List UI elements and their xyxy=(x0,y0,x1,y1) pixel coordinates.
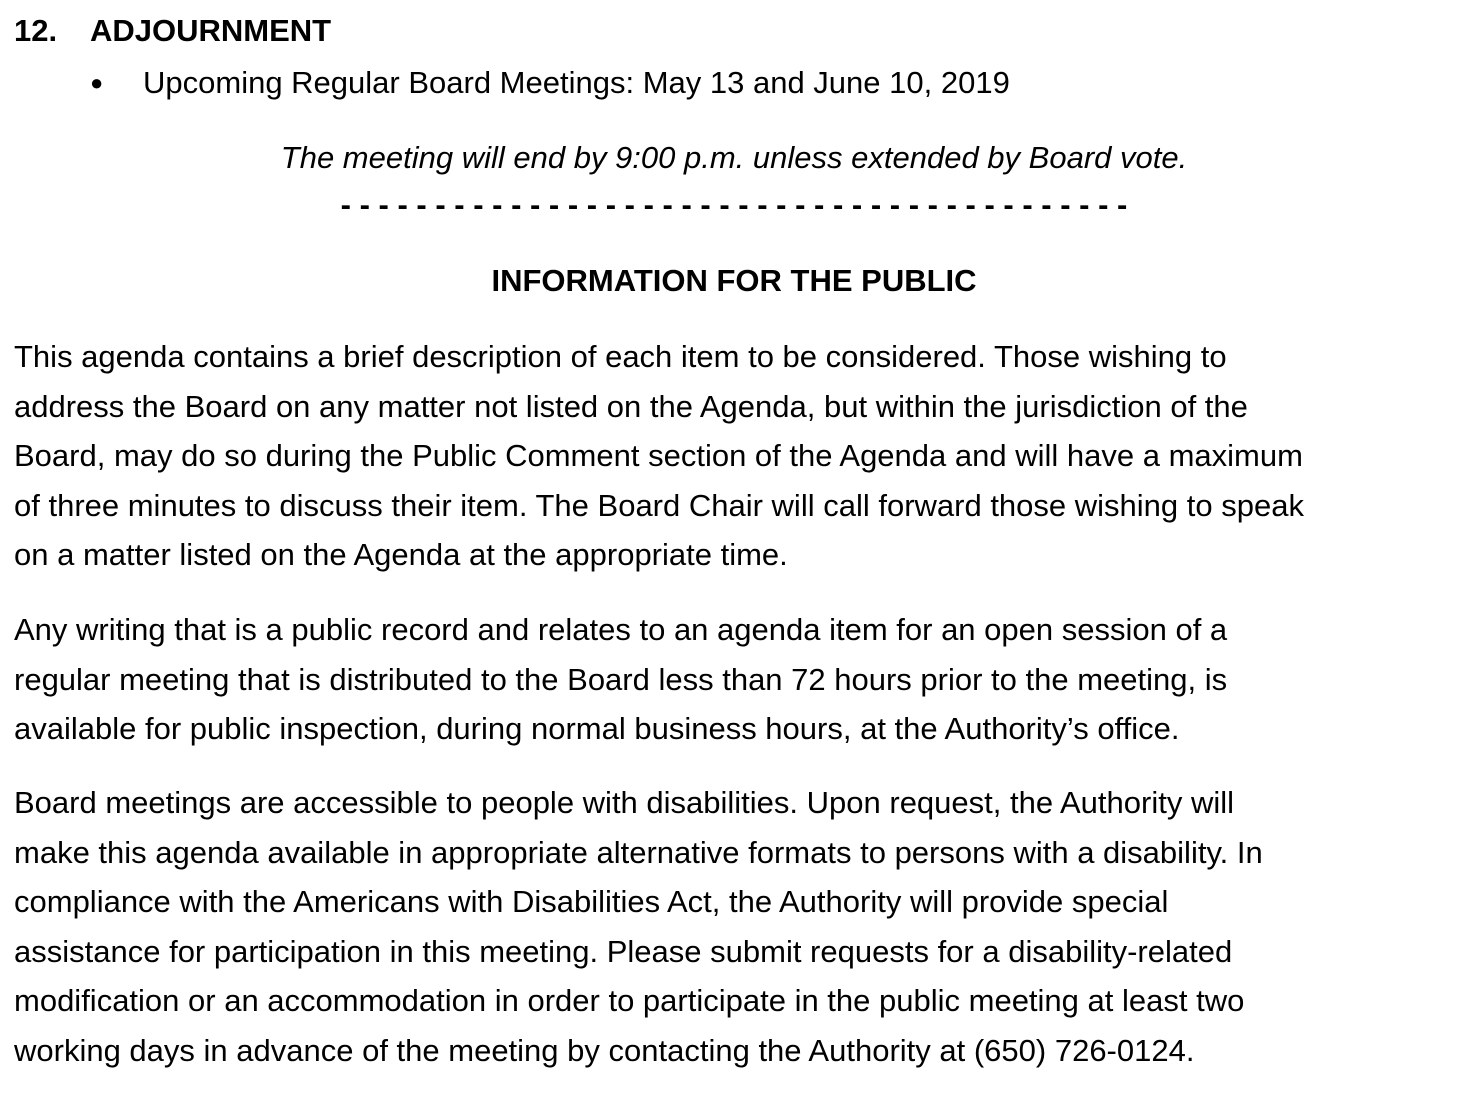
text-line: assistance for participation in this meeting. Please submit requests for a disability-related xyxy=(14,933,1233,969)
dashed-separator: - - - - - - - - - - - - - - - - - - - - - - - - - - - - - - - - - - - - - - - - - - xyxy=(340,187,1128,222)
info-heading: INFORMATION FOR THE PUBLIC xyxy=(491,263,977,298)
section-title: ADJOURNMENT xyxy=(90,13,332,48)
meeting-end-note: The meeting will end by 9:00 p.m. unless extended by Board vote. xyxy=(280,140,1188,175)
text-line: available for public inspection, during normal business hours, at the Authority’s office. xyxy=(14,711,1180,746)
paragraph-accessibility xyxy=(14,778,1454,1075)
text-line: modification or an accommodation in order to participate in the public meeting at least two xyxy=(14,983,1245,1018)
text-line: Board, may do so during the Public Comment section of the Agenda and will have a maximum xyxy=(14,438,1303,473)
bullet-icon: ● xyxy=(90,70,104,95)
text-line: of three minutes to discuss their item. The Board Chair will call forward those wishing to speak xyxy=(14,487,1304,523)
text-line: on a matter listed on the Agenda at the appropriate time. xyxy=(14,537,788,572)
section-heading-adjournment xyxy=(14,12,331,50)
text-line: regular meeting that is distributed to the Board less than 72 hours prior to the meeting, is xyxy=(14,661,1228,697)
upcoming-meetings-text: Upcoming Regular Board Meetings: May 13 and June 10, 2019 xyxy=(143,65,1010,100)
list-item-upcoming-meetings xyxy=(90,64,1010,102)
text-line: make this agenda available in appropriate alternative formats to persons with a disability. In xyxy=(14,834,1263,870)
paragraph-public-comment xyxy=(14,332,1454,580)
text-line: Board meetings are accessible to people with disabilities. Upon request, the Authority will xyxy=(14,785,1234,820)
text-line: Any writing that is a public record and relates to an agenda item for an open session of a xyxy=(14,612,1228,647)
text-line: compliance with the Americans with Disabilities Act, the Authority will provide special xyxy=(14,884,1169,919)
paragraph-public-record xyxy=(14,605,1454,754)
text-line: address the Board on any matter not listed on the Agenda, but within the jurisdiction of the xyxy=(14,388,1248,424)
text-line: This agenda contains a brief description of each item to be considered. Those wishing to xyxy=(14,339,1227,374)
text-line: working days in advance of the meeting by contacting the Authority at (650) 726-0124. xyxy=(14,1032,1195,1068)
section-number: 12. xyxy=(14,13,58,48)
